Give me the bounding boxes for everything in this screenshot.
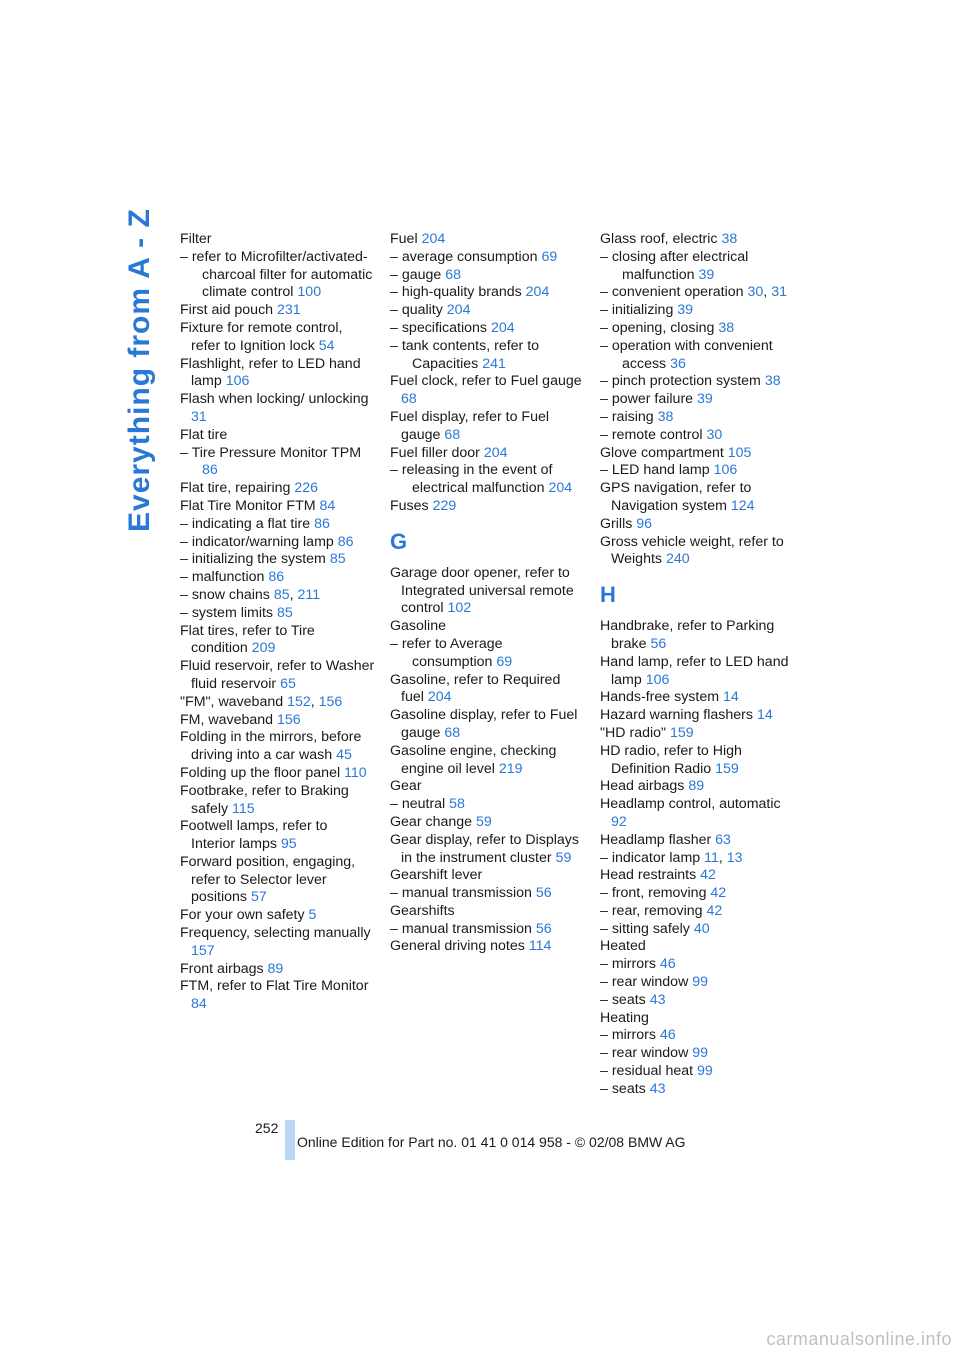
- index-entry: [390, 743, 585, 779]
- page-link[interactable]: 56: [535, 920, 552, 937]
- index-subentry: [600, 284, 800, 302]
- entry-text: – manual transmission: [390, 920, 532, 937]
- index-subentry: [390, 462, 585, 498]
- index-entry: [390, 778, 585, 796]
- entry-text: – snow chains: [180, 586, 270, 603]
- index-subentry: [390, 636, 585, 672]
- page-separator: ,: [718, 849, 727, 866]
- index-entry: [180, 694, 375, 712]
- index-entry: [600, 445, 800, 463]
- page-link[interactable]: 85: [273, 586, 290, 603]
- page-link[interactable]: 204: [548, 480, 573, 497]
- entry-text: Head airbags: [600, 778, 685, 795]
- page-link[interactable]: 240: [665, 551, 690, 568]
- index-entry: [180, 658, 375, 694]
- page-link[interactable]: 106: [225, 373, 250, 390]
- entry-text: Flat tire: [180, 426, 228, 443]
- index-entry: [180, 623, 375, 659]
- index-column-2: [390, 231, 585, 956]
- entry-text: – mirrors: [600, 1027, 656, 1044]
- index-entry: [390, 409, 585, 445]
- page-link[interactable]: 40: [693, 920, 710, 937]
- entry-text: Flat tire, repairing: [180, 480, 291, 497]
- entry-text: – initializing the system: [180, 551, 326, 568]
- page-link[interactable]: 59: [555, 849, 572, 866]
- entry-text: – rear, removing: [600, 902, 703, 919]
- page-link[interactable]: 38: [657, 408, 674, 425]
- index-subentry: [600, 409, 800, 427]
- page-link[interactable]: 157: [191, 942, 215, 959]
- entry-text: Filter: [180, 231, 212, 247]
- index-subentry: [600, 974, 800, 992]
- index-entry: [600, 778, 800, 796]
- index-entry: [390, 565, 585, 618]
- entry-text: – indicator/warning lamp: [180, 533, 334, 550]
- index-subentry: [600, 885, 800, 903]
- entry-text: FM, waveband: [180, 711, 274, 728]
- page-link[interactable]: 204: [490, 319, 515, 336]
- index-subentry: [180, 249, 375, 302]
- index-subentry: [180, 516, 375, 534]
- entry-text: FTM, refer to Flat Tire Monitor: [180, 978, 369, 995]
- page-link[interactable]: 92: [611, 813, 627, 830]
- index-entry: [600, 725, 800, 743]
- page-number: 252: [255, 1120, 279, 1136]
- page-link[interactable]: 69: [496, 653, 513, 670]
- entry-text: Gasoline: [390, 618, 446, 635]
- index-subentry: [180, 605, 375, 623]
- entry-text: Headlamp flasher: [600, 831, 712, 848]
- index-subentry: [390, 338, 585, 374]
- index-entry: [180, 356, 375, 392]
- entry-text: Gasoline engine, checking engine oil level: [390, 742, 557, 777]
- entry-text: – specifications: [390, 319, 487, 336]
- page-link[interactable]: 159: [670, 724, 694, 741]
- page-link[interactable]: 42: [710, 885, 727, 902]
- entry-text: – rear window: [600, 974, 689, 991]
- page-link[interactable]: 86: [337, 533, 354, 550]
- index-subentry: [600, 921, 800, 939]
- page-separator: ,: [763, 284, 772, 301]
- entry-text: – operation with convenient access: [600, 337, 773, 372]
- index-entry: [180, 978, 375, 1014]
- page-link[interactable]: 204: [446, 302, 471, 319]
- page-link[interactable]: 95: [280, 836, 297, 853]
- index-entry: [180, 498, 375, 516]
- index-subentry: [600, 903, 800, 921]
- entry-text: Gear change: [390, 813, 473, 830]
- entry-text: General driving notes: [390, 938, 525, 955]
- page-link[interactable]: 100: [297, 284, 322, 301]
- entry-text: Footbrake, refer to Braking safely: [180, 782, 349, 817]
- index-subentry: [600, 956, 800, 974]
- entry-text: – high-quality brands: [390, 284, 522, 301]
- entry-text: – tank contents, refer to Capacities: [390, 337, 540, 372]
- page-link[interactable]: 68: [444, 724, 461, 741]
- entry-text: Handbrake, refer to Parking brake: [600, 618, 775, 652]
- index-subentry: [600, 462, 800, 480]
- entry-text: – rear window: [600, 1045, 689, 1062]
- page-link[interactable]: 69: [541, 248, 558, 265]
- page-link[interactable]: 204: [427, 689, 452, 706]
- entry-text: Fuses: [390, 497, 429, 514]
- entry-text: Hand lamp, refer to LED hand lamp: [600, 653, 789, 688]
- page-link[interactable]: 115: [232, 800, 255, 817]
- page-link[interactable]: 30: [706, 426, 723, 443]
- page-link[interactable]: 5: [308, 907, 317, 924]
- index-subentry: [600, 427, 800, 445]
- page-link[interactable]: 86: [268, 569, 285, 586]
- index-entry: [600, 938, 800, 956]
- page-link[interactable]: 68: [445, 266, 462, 283]
- entry-text: – remote control: [600, 426, 703, 443]
- page-link[interactable]: 106: [645, 671, 670, 688]
- page-link[interactable]: 30: [747, 284, 764, 301]
- page-link[interactable]: 99: [697, 1063, 713, 1080]
- index-entry: [600, 654, 800, 690]
- entry-text: – system limits: [180, 604, 274, 621]
- page-link[interactable]: 43: [649, 1080, 666, 1097]
- index-entry: [390, 707, 585, 743]
- page-link[interactable]: 36: [670, 355, 686, 372]
- index-entry: [390, 231, 585, 249]
- entry-text: Heated: [600, 938, 646, 955]
- index-entry: [600, 231, 800, 249]
- index-entry: [180, 907, 375, 925]
- page-link[interactable]: 84: [191, 996, 207, 1013]
- entry-text: – opening, closing: [600, 319, 715, 336]
- index-entry: [600, 689, 800, 707]
- entry-text: HD radio, refer to High Definition Radio: [600, 742, 742, 777]
- entry-text: – refer to Microfilter/activated-charcoal filter for automatic climate control: [180, 248, 373, 301]
- index-entry: [180, 925, 375, 961]
- entry-text: – malfunction: [180, 569, 265, 586]
- entry-text: – power failure: [600, 391, 694, 408]
- entry-text: Garage door opener, refer to Integrated universal remote control: [390, 564, 574, 617]
- page-link[interactable]: 46: [659, 1027, 676, 1044]
- page-separator: ,: [310, 693, 319, 710]
- page-link[interactable]: 68: [444, 426, 461, 443]
- entry-text: GPS navigation, refer to Navigation system: [600, 480, 752, 514]
- page-link[interactable]: 96: [636, 515, 653, 532]
- page-link[interactable]: 124: [730, 497, 755, 514]
- entry-text: Flat tires, refer to Tire condition: [180, 622, 315, 657]
- index-subentry: [600, 302, 800, 320]
- index-entry: [180, 729, 375, 765]
- index-subentry: [390, 249, 585, 267]
- index-subentry: [180, 569, 375, 587]
- index-subentry: [600, 1045, 800, 1063]
- entry-text: Forward position, engaging, refer to Selector lever positions: [180, 853, 356, 906]
- index-entry: [180, 302, 375, 320]
- page-link[interactable]: 85: [276, 604, 293, 621]
- entry-text: Fuel display, refer to Fuel gauge: [390, 408, 550, 443]
- page-link[interactable]: 38: [721, 231, 738, 247]
- page-link[interactable]: 38: [764, 373, 781, 390]
- index-entry: [600, 480, 800, 516]
- page-link[interactable]: 156: [277, 711, 301, 728]
- index-entry: [600, 743, 800, 779]
- page-link[interactable]: 241: [482, 355, 506, 372]
- page-link[interactable]: 152: [287, 693, 311, 710]
- entry-text: – raising: [600, 408, 654, 425]
- entry-text: Fixture for remote control, refer to Ignition lock: [180, 319, 343, 354]
- index-entry: [390, 672, 585, 708]
- page-link[interactable]: 86: [202, 462, 218, 479]
- section-side-title: Everything from A - Z: [123, 208, 156, 532]
- index-letter-heading: G: [390, 528, 408, 554]
- entry-text: Gasoline, refer to Required fuel: [390, 671, 561, 706]
- page-link[interactable]: 89: [267, 960, 284, 977]
- entry-text: – refer to Average consumption: [390, 635, 503, 670]
- entry-text: Folding in the mirrors, before driving into a car wash: [180, 729, 362, 764]
- entry-text: First aid pouch: [180, 302, 274, 319]
- page-link[interactable]: 211: [297, 586, 321, 603]
- page-separator: ,: [289, 586, 298, 603]
- entry-text: – indicator lamp: [600, 849, 701, 866]
- index-subentry: [600, 373, 800, 391]
- index-entry: [600, 796, 800, 832]
- entry-text: Gear: [390, 778, 422, 795]
- page-link[interactable]: 39: [698, 266, 715, 283]
- page-link[interactable]: 14: [756, 707, 773, 724]
- index-subentry: [600, 1081, 800, 1099]
- index-entry: [390, 498, 585, 516]
- entry-text: For your own safety: [180, 907, 305, 924]
- entry-text: Grills: [600, 515, 633, 532]
- index-entry: [390, 618, 585, 636]
- index-subentry: [390, 885, 585, 903]
- entry-text: Fuel: [390, 231, 418, 247]
- page-link[interactable]: 219: [498, 760, 523, 777]
- page-link[interactable]: 59: [475, 813, 492, 830]
- entry-text: Gear display, refer to Displays in the instrument cluster: [390, 831, 579, 866]
- index-entry: [180, 765, 375, 783]
- page-link[interactable]: 85: [329, 551, 346, 568]
- entry-text: Hazard warning flashers: [600, 707, 753, 724]
- index-entry: [180, 818, 375, 854]
- entry-text: – front, removing: [600, 885, 707, 902]
- page-link[interactable]: 43: [649, 991, 666, 1008]
- index-entry: [600, 832, 800, 850]
- index-subentry: [390, 921, 585, 939]
- entry-text: Gross vehicle weight, refer to Weights: [600, 533, 784, 568]
- index-entry: [600, 867, 800, 885]
- index-entry: [180, 961, 375, 979]
- entry-text: – indicating a flat tire: [180, 515, 311, 532]
- index-entry: [390, 938, 585, 956]
- index-subentry: [600, 850, 800, 868]
- entry-text: Gearshift lever: [390, 867, 483, 884]
- page-link[interactable]: 42: [700, 867, 716, 884]
- index-subentry: [180, 445, 375, 481]
- index-entry: [390, 832, 585, 868]
- entry-text: – convenient operation: [600, 284, 744, 301]
- index-entry: [180, 854, 375, 907]
- entry-text: – neutral: [390, 796, 446, 813]
- index-entry: [600, 707, 800, 725]
- entry-text: Glass roof, electric: [600, 231, 718, 247]
- page-link[interactable]: 89: [688, 778, 705, 795]
- entry-text: – seats: [600, 991, 646, 1008]
- page-link[interactable]: 99: [692, 974, 709, 991]
- entry-text: "HD radio": [600, 724, 667, 741]
- page-link[interactable]: 226: [294, 480, 319, 497]
- index-subentry: [180, 587, 375, 605]
- index-entry: [180, 391, 375, 427]
- entry-text: Frequency, selecting manually: [180, 925, 371, 942]
- index-subentry: [600, 338, 800, 374]
- index-column-1: [180, 231, 375, 1014]
- page-link[interactable]: 84: [319, 497, 336, 514]
- page-link[interactable]: 110: [344, 764, 367, 781]
- footer-accent-bar: [285, 1120, 295, 1160]
- entry-text: Head restraints: [600, 867, 697, 884]
- page-link[interactable]: 159: [715, 760, 739, 777]
- entry-text: Gearshifts: [390, 902, 455, 919]
- entry-text: Flat Tire Monitor FTM: [180, 497, 316, 514]
- entry-text: Glove compartment: [600, 444, 724, 461]
- page-link[interactable]: 105: [727, 444, 752, 461]
- page-link[interactable]: 56: [535, 885, 552, 902]
- page-link[interactable]: 31: [771, 284, 787, 301]
- page-link[interactable]: 39: [697, 391, 713, 408]
- index-entry: [600, 1010, 800, 1028]
- entry-text: Fluid reservoir, refer to Washer fluid reservoir: [180, 658, 375, 692]
- index-entry: [180, 783, 375, 819]
- page-link[interactable]: 63: [715, 831, 731, 848]
- entry-text: – Tire Pressure Monitor TPM: [180, 444, 362, 461]
- entry-text: – manual transmission: [390, 885, 532, 902]
- index-entry: [390, 445, 585, 463]
- entry-text: – sitting safely: [600, 920, 690, 937]
- page-link[interactable]: 38: [718, 319, 735, 336]
- page-link[interactable]: 204: [483, 444, 508, 461]
- page-link[interactable]: 102: [447, 600, 472, 617]
- index-subentry: [600, 1063, 800, 1081]
- index-subentry: [600, 320, 800, 338]
- index-entry: [180, 712, 375, 730]
- entry-text: Heating: [600, 1009, 649, 1026]
- page-link[interactable]: 54: [318, 337, 335, 354]
- index-subentry: [600, 391, 800, 409]
- entry-text: – quality: [390, 302, 443, 319]
- index-subentry: [390, 320, 585, 338]
- page-link[interactable]: 156: [318, 693, 343, 710]
- index-subentry: [600, 1027, 800, 1045]
- entry-text: – seats: [600, 1080, 646, 1097]
- entry-text: – mirrors: [600, 956, 656, 973]
- page-link[interactable]: 56: [650, 635, 667, 652]
- page-link[interactable]: 11: [704, 849, 719, 866]
- entry-text: Hands-free system: [600, 689, 720, 706]
- entry-text: Headlamp control, automatic: [600, 796, 781, 813]
- page-link[interactable]: 42: [706, 902, 723, 919]
- entry-text: – pinch protection system: [600, 373, 761, 390]
- page-link[interactable]: 86: [314, 515, 330, 532]
- page-link[interactable]: 39: [677, 302, 694, 319]
- page-link[interactable]: 58: [449, 796, 465, 813]
- page-link[interactable]: 106: [713, 462, 738, 479]
- index-entry: [180, 480, 375, 498]
- index-letter-heading: H: [600, 582, 616, 608]
- entry-text: Gasoline display, refer to Fuel gauge: [390, 707, 578, 741]
- index-column-3: [600, 231, 800, 1099]
- index-subentry: [600, 992, 800, 1010]
- entry-text: – initializing: [600, 302, 674, 319]
- page-link[interactable]: 204: [525, 284, 550, 301]
- page-link[interactable]: 65: [280, 675, 296, 692]
- page-link[interactable]: 204: [421, 231, 446, 247]
- entry-text: – gauge: [390, 266, 442, 283]
- page-link[interactable]: 14: [723, 689, 739, 706]
- index-subentry: [390, 267, 585, 285]
- entry-text: "FM", waveband: [180, 693, 284, 710]
- index-subentry: [390, 796, 585, 814]
- page-link[interactable]: 57: [250, 889, 267, 906]
- index-entry: [390, 373, 585, 409]
- page-link[interactable]: 231: [277, 302, 301, 319]
- entry-text: – LED hand lamp: [600, 462, 710, 479]
- entry-text: Fuel filler door: [390, 444, 480, 461]
- watermark: carmanualsonline.info: [766, 1329, 952, 1349]
- entry-text: – residual heat: [600, 1063, 694, 1080]
- index-entry: [600, 534, 800, 570]
- entry-text: Flash when locking/ unlocking: [180, 391, 369, 408]
- footer-edition-note: Online Edition for Part no. 01 41 0 014 958 - © 02/08 BMW AG: [297, 1134, 686, 1150]
- index-subentry: [180, 551, 375, 569]
- index-subentry: [180, 534, 375, 552]
- index-entry: [390, 814, 585, 832]
- index-entry: [390, 903, 585, 921]
- page-link[interactable]: 13: [726, 849, 743, 866]
- index-entry: [180, 320, 375, 356]
- entry-text: Footwell lamps, refer to Interior lamps: [180, 818, 328, 853]
- index-entry: [600, 516, 800, 534]
- entry-text: Folding up the floor panel: [180, 764, 341, 781]
- entry-text: – closing after electrical malfunction: [600, 248, 749, 283]
- page-link[interactable]: 99: [692, 1045, 709, 1062]
- index-entry: [390, 867, 585, 885]
- page-link[interactable]: 229: [432, 497, 457, 514]
- index-subentry: [600, 249, 800, 285]
- index-subentry: [390, 284, 585, 302]
- page-link[interactable]: 45: [336, 747, 352, 764]
- entry-text: Flashlight, refer to LED hand lamp: [180, 355, 361, 390]
- page-link[interactable]: 209: [251, 640, 276, 657]
- page-link[interactable]: 68: [401, 391, 417, 408]
- entry-text: Front airbags: [180, 960, 264, 977]
- entry-text: – releasing in the event of electrical malfunction: [390, 462, 553, 497]
- page-link[interactable]: 31: [191, 408, 207, 425]
- index-entry: [600, 618, 800, 654]
- entry-text: – average consumption: [390, 248, 538, 265]
- page-link[interactable]: 46: [659, 956, 676, 973]
- index-subentry: [390, 302, 585, 320]
- index-entry: [180, 231, 375, 249]
- page-link[interactable]: 114: [528, 938, 552, 955]
- index-entry: [180, 427, 375, 445]
- entry-text: Fuel clock, refer to Fuel gauge: [390, 373, 582, 390]
